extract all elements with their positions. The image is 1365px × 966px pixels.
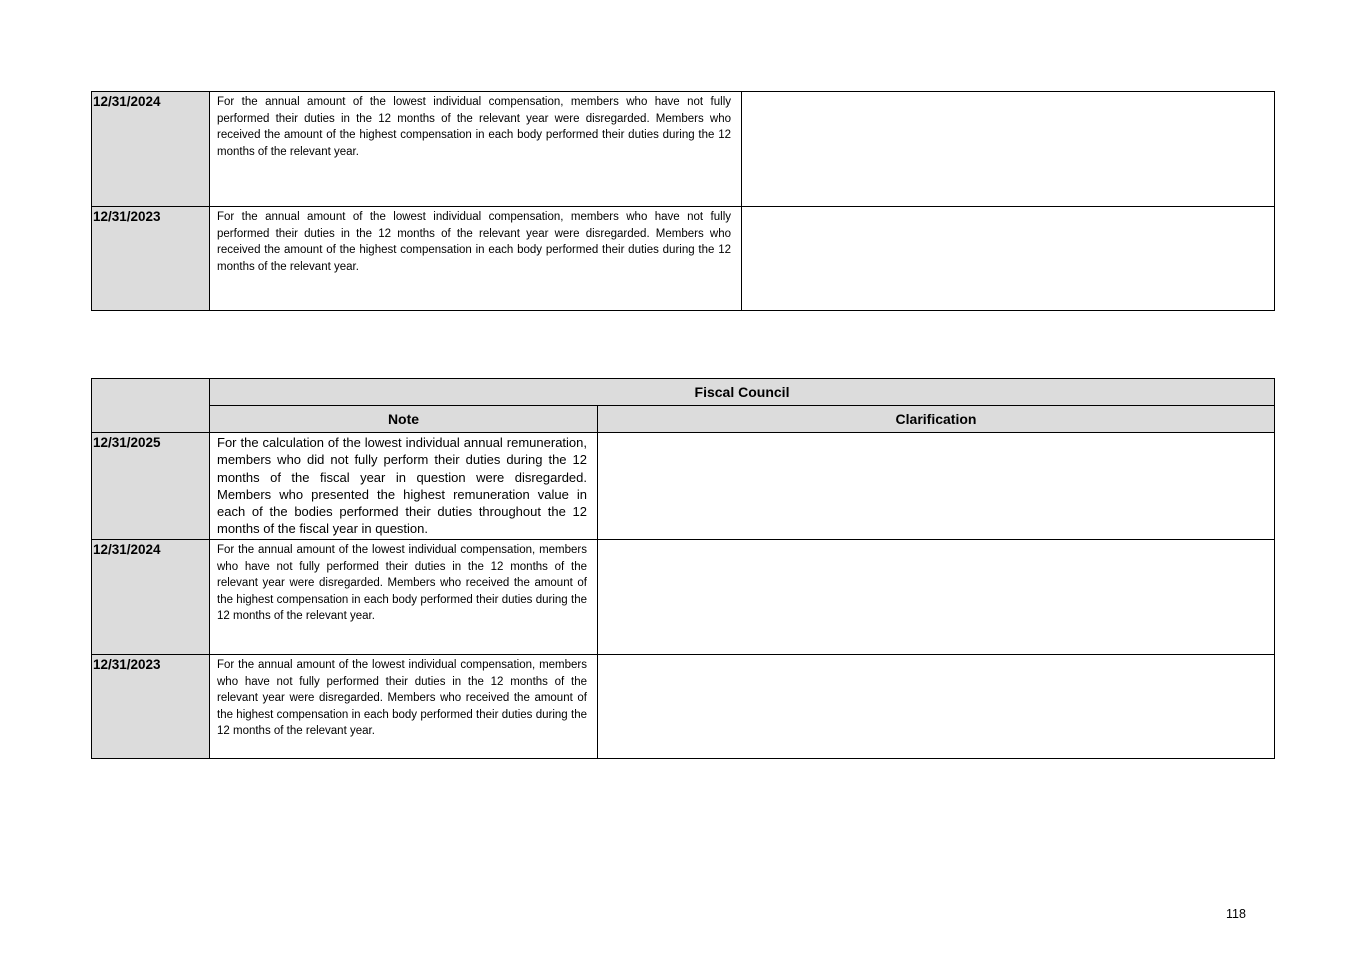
table-header-row xyxy=(92,406,1275,433)
row-date: 12/31/2023 xyxy=(92,655,210,759)
blank-header-cell xyxy=(92,379,210,433)
table-row xyxy=(92,655,1275,759)
table-row xyxy=(92,433,1275,540)
row-clarification xyxy=(598,433,1275,540)
row-date: 12/31/2023 xyxy=(92,207,210,311)
table-title: Fiscal Council xyxy=(210,379,1275,406)
table-title-row xyxy=(92,379,1275,406)
table-row xyxy=(92,92,1275,207)
note-column-header: Note xyxy=(210,406,598,433)
row-note: For the annual amount of the lowest individual compensation, members who have not fully performed their duties in the 12 months of the relevant year were disregarded. Members who received the amount of the highest compensation in each body performed their duties during the 12 months of the relevant year. xyxy=(210,655,598,759)
row-clarification xyxy=(598,655,1275,759)
row-clarification xyxy=(598,540,1275,655)
row-note: For the annual amount of the lowest individual compensation, members who have not fully performed their duties in the 12 months of the relevant year were disregarded. Members who received the amount of the highest compensation in each body performed their duties during the 12 months of the relevant year. xyxy=(210,207,742,311)
page-number: 118 xyxy=(1226,907,1246,921)
fiscal-council-table xyxy=(91,378,1275,759)
clarification-column-header: Clarification xyxy=(598,406,1275,433)
board-remuneration-table xyxy=(91,91,1275,311)
table-row xyxy=(92,207,1275,311)
table-row xyxy=(92,540,1275,655)
row-date: 12/31/2025 xyxy=(92,433,210,540)
row-clarification xyxy=(742,207,1275,311)
row-note: For the calculation of the lowest individual annual remuneration, members who did not fully perform their duties during the 12 months of the fiscal year in question were disregarded. Members who presented the highest remuneration value in each of the bodies performed their duties throughout the 12 months of the fiscal year in question. xyxy=(210,433,598,540)
row-note: For the annual amount of the lowest individual compensation, members who have not fully performed their duties in the 12 months of the relevant year were disregarded. Members who received the amount of the highest compensation in each body performed their duties during the 12 months of the relevant year. xyxy=(210,92,742,207)
row-note: For the annual amount of the lowest individual compensation, members who have not fully performed their duties in the 12 months of the relevant year were disregarded. Members who received the amount of the highest compensation in each body performed their duties during the 12 months of the relevant year. xyxy=(210,540,598,655)
row-clarification xyxy=(742,92,1275,207)
row-date: 12/31/2024 xyxy=(92,92,210,207)
row-date: 12/31/2024 xyxy=(92,540,210,655)
